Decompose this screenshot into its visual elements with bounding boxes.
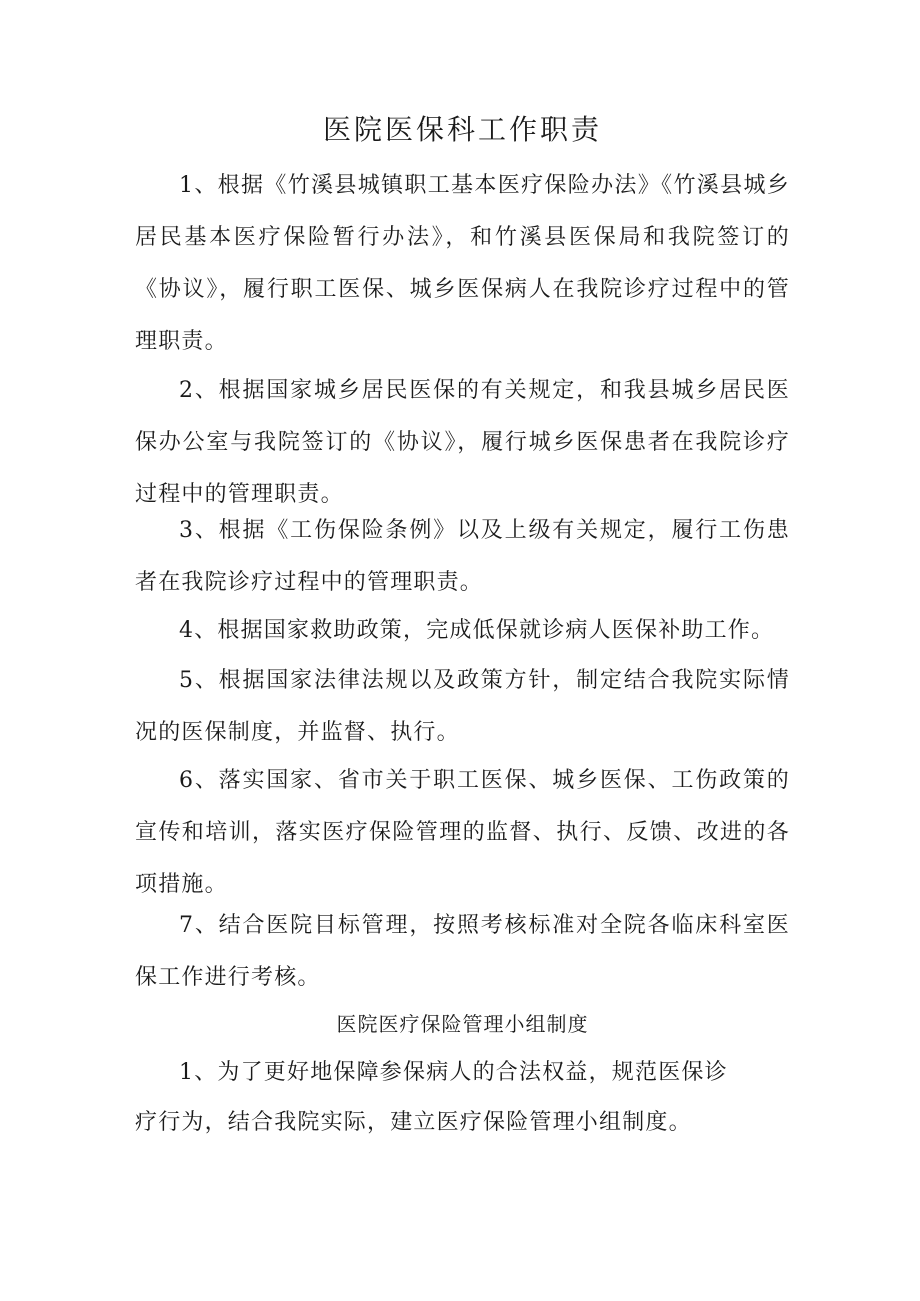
- section-2-title: 医院医疗保险管理小组制度: [336, 1012, 589, 1036]
- paragraph-4: 4、根据国家救助政策，完成低保就诊病人医保补助工作。: [179, 618, 775, 643]
- paragraph-5: 5、根据国家法律法规以及政策方针，制定结合我院实际情况的医保制度，并监督、执行。: [135, 668, 790, 745]
- document-title: 医院医保科工作职责: [322, 113, 602, 146]
- paragraph-6: 6、落实国家、省市关于职工医保、城乡医保、工伤政策的宣传和培训，落实医疗保险管理的监督、执行、反馈、改进的各项措施。: [135, 768, 790, 897]
- paragraph-3: 3、根据《工伤保险条例》以及上级有关规定，履行工伤患者在我院诊疗过程中的管理职责。: [135, 518, 790, 595]
- paragraph-7: 7、结合医院目标管理，按照考核标准对全院各临床科室医保工作进行考核。: [135, 913, 790, 990]
- section-2-line-1: 1、为了更好地保障参保病人的合法权益，规范医保诊: [179, 1060, 728, 1085]
- paragraph-1: 1、根据《竹溪县城镇职工基本医疗保险办法》《竹溪县城乡居民基本医疗保险暂行办法》，和竹溪县医保局和我院签订的《协议》，履行职工医保、城乡医保病人在我院诊疗过程中的管理职责。: [135, 173, 790, 354]
- section-2-line-2: 疗行为，结合我院实际，建立医疗保险管理小组制度。: [135, 1110, 692, 1135]
- paragraph-2: 2、根据国家城乡居民医保的有关规定，和我县城乡居民医保办公室与我院签订的《协议》，履行城乡医保患者在我院诊疗过程中的管理职责。: [135, 378, 790, 507]
